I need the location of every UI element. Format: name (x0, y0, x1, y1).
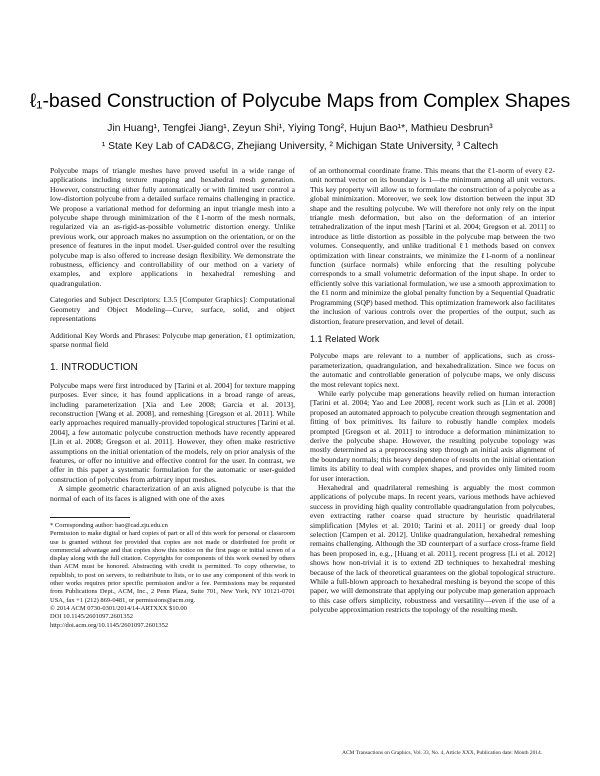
categories-text: I.3.5 [Computer Graphics]: Computational Geometry and Object Modeling—Curve, surface, solid, and object representations (50, 295, 296, 324)
right-column (310, 166, 555, 615)
keywords (50, 331, 295, 350)
related-work-heading: 1.1 Related Work (310, 333, 380, 344)
footnote-url[interactable]: http://doi.acm.org/10.1145/2601097.2601352 (50, 621, 169, 629)
keywords-text: Polycube map generation, ℓ1 optimization, sparse normal field (50, 330, 296, 349)
categories-label: Categories and Subject Descriptors: (50, 295, 161, 305)
intro-paragraph-1: Polycube maps were first introduced by [Tarini et al. 2004] for texture mapping purposes. Ever since, it has found applications in a broad range of areas, including parameterization [Xia and Lee 2008; Garcia et al. 2013], reconstruction [Wang et al. 2008], and remeshing [Gregson et al. 2011]. While early approaches required manually-provided topological structures [Tarini et al. 2004], a few automatic polycube construction methods have recently appeared [Lin et al. 2008; Gregson et al. 2011]. However, they often make restrictive assumptions on the initial orientation of the models, rely on prior analysis of the features, or offer no intuitive and effective control for the user. In contrast, we offer in this paper a systematic formulation for the automatic or user-guided construction of polycubes from arbitrary input meshes. (50, 380, 295, 484)
affiliations: ¹ State Key Lab of CAD&CG, Zhejiang University, ² Michigan State University, ³ Caltech (101, 141, 499, 152)
footnote-copyright: © 2014 ACM 0730-0301/2014/14-ARTXXX $10.00 (50, 604, 187, 612)
left-column (50, 166, 295, 630)
paper-title: ℓ₁-based Construction of Polycube Maps from Complex Shapes (29, 90, 571, 112)
intro-paragraph-2: A simple geometric characterization of an axis aligned polycube is that the normal of each of its faces is aligned with one of the axes (50, 484, 295, 503)
categories (50, 295, 295, 323)
footnote-corresponding: * Corresponding author: bao@cad.zju.edu.cn (50, 522, 168, 529)
intro-heading: 1. INTRODUCTION (50, 362, 138, 374)
author-list: Jin Huang¹, Tengfei Jiang¹, Zeyun Shi¹, Yiying Tong², Hujun Bao¹*, Mathieu Desbrun³ (107, 123, 493, 134)
related-paragraph-3: Hexahedral and quadrilateral remeshing is arguably the most common applications of polycube maps. In recent years, various methods have achieved success in providing high quality controllable quadrangulation from polycubes, even extracting rather coarse quad structure by heuristic quadrilateral simplification [Myles et al. 2010; Tarini et al. 2011] or greedy dual loop selection [Campen et al. 2012]. Unlike quadrangulation, hexahedral remeshing remains challenging. Although the 3D counterpart of a surface cross-frame field has been proposed in, e.g., [Huang et al. 2011], recent progress [Li et al. 2012] shows how non-trivial it is to extend 2D techniques to hexahedral meshing because of the lack of theoretical guarantees on the global topological structure. While a full-blown approach to hexahedral meshing is beyond the scope of this paper, we will demonstrate that applying our polycube map generation approach to this case offers simplicity, robustness and versatility—even if the use of a polycube approximation restricts the topology of the resulting mesh. (310, 483, 555, 615)
running-footer: ACM Transactions on Graphics, Vol. 33, No. 4, Article XXX, Publication date: Month 2014. (342, 750, 542, 756)
keywords-label: Additional Key Words and Phrases: (50, 330, 161, 340)
right-paragraph-1: of an orthonormal coordinate frame. This means that the ℓ1-norm of every ℓ2-unit normal vector on its boundary is 1—the minimum among all unit vectors. This key property will allow us to formulate the construction of a polycube as a global minimization. Moreover, we seek low distortion between the input 3D shape and the resulting polycube. We will therefore not only rely on the input triangle mesh deformation, but also on the deformation of an interior tetrahedralization of the input mesh [Tarini et al. 2004; Gregson et al. 2011] to introduce as little distortion as possible in the polycube map between the two volumes. Consequently, and unlike traditional ℓ1 methods based on convex optimization with linear constraints, we minimize the ℓ1-norm of a nonlinear function (surface normals) while enforcing that the resulting polycube corresponds to a small volumetric deformation of the input shape. In order to efficiently solve this variational formulation, we use a smooth approximation to the ℓ1 norm and minimize the global penalty function by a Sequential Quadratic Programming (SQP) based method. This optimization framework also facilitates the inclusion of various controls over the properties of the output, such as distortion, feature preservation, and level of detail. (310, 166, 555, 326)
footnote-doi: DOI 10.1145/2601097.2601352 (50, 613, 133, 621)
related-paragraph-1: Polycube maps are relevant to a number of applications, such as cross-parameterization, quadrangulation, and hexahedralization. Since we focus on the automatic and controllable generation of polycube maps, we only discuss the most relevant topics next. (310, 351, 555, 389)
footnote-permission: Permission to make digital or hard copies of part or all of this work for personal or classroom use is granted without fee provided that copies are not made or distributed for profit or commercial advantage and that copies show this notice on the first page or initial screen of a display along with the full citation. Copyrights for components of this work owned by others than ACM must be honored. Abstracting with credit is permitted. To copy otherwise, to republish, to post on servers, to redistribute to lists, or to use any component of this work in other works requires prior specific permission and/or a fee. Permissions may be requested from Publications Dept., ACM, Inc., 2 Penn Plaza, Suite 701, New York, NY 10121-0701 USA, fax +1 (212) 869-0481, or permissions@acm.org. (50, 530, 295, 604)
abstract: Polycube maps of triangle meshes have proved useful in a wide range of applications including texture mapping and hexahedral mesh generation. However, constructing either fully automatically or with limited user control a low-distortion polycube from a detailed surface remains challenging in practice. We propose a variational method for deforming an input triangle mesh into a polycube shape through minimization of the ℓ1-norm of the mesh normals, regularized via an as-rigid-as-possible volumetric distortion energy. Unlike previous work, our approach makes no assumption on the orientation, or on the presence of features in the input model. User-guided control over the resulting polycube map is also offered to increase design flexibility. We demonstrate the robustness, efficiency and controllability of our method on a variety of examples, and explore applications in hexahedral remeshing and quadrangulation. (50, 166, 295, 288)
related-paragraph-2: While early polycube map generations heavily relied on human interaction [Tarini et al. 2004; Yao and Lee 2008], recent work such as [Lin et al. 2008] proposed an automated approach to polycube creation through segmentation and fitting of box primitives. Its failure to robustly handle complex models prompted [Gregson et al. 2011] to introduce a deformation minimization to derive the polycube shape. However, the resulting polycube topology was mostly determined as a preprocessing step through an initial axis alignment of the boundary normals; this heavy dependence of results on the initial orientation limits its ability to deal with complex shapes, and provides only limited room for user interaction. (310, 388, 555, 483)
footnote-rule (50, 517, 130, 518)
